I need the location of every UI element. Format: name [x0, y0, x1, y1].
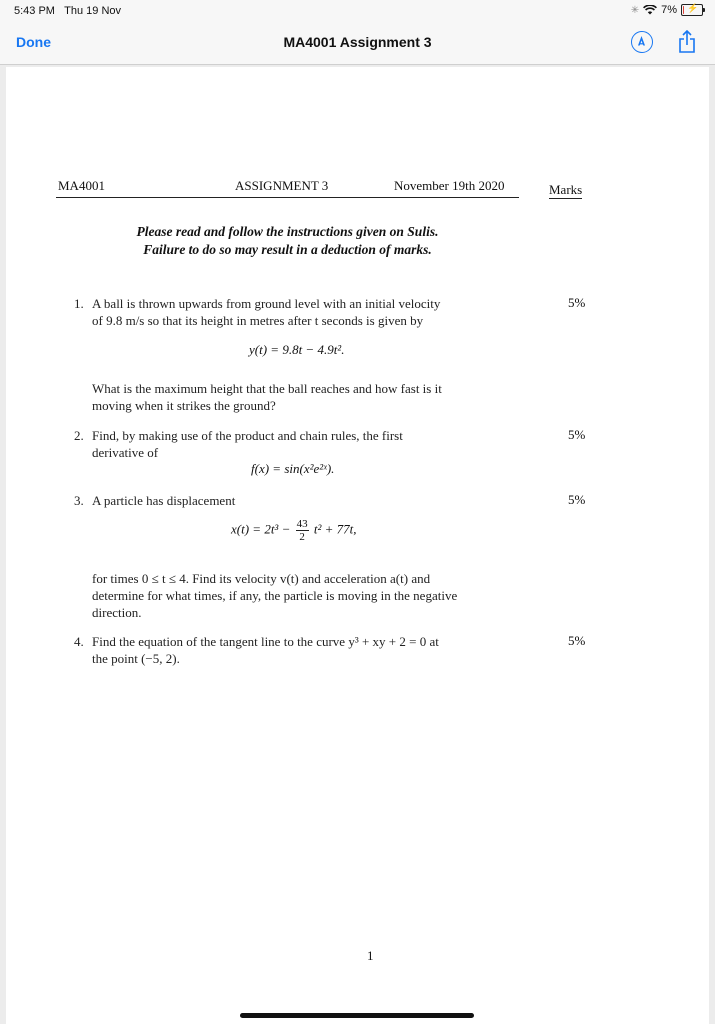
question-mark: 5%: [568, 492, 586, 507]
battery-percent: 7%: [661, 4, 677, 16]
question-text: derivative of: [92, 445, 159, 460]
navigation-bar: [0, 22, 715, 65]
question-mark: 5%: [568, 633, 586, 648]
question-number: 2.: [74, 428, 84, 443]
question-mark: 5%: [568, 427, 586, 442]
done-button[interactable]: Done: [16, 34, 51, 50]
status-bar: [0, 0, 715, 22]
question-text: for times 0 ≤ t ≤ 4. Find its velocity v(t) and acceleration a(t) and: [92, 571, 431, 586]
instructions: [56, 223, 519, 259]
question-text: A particle has displacement: [92, 493, 236, 508]
fraction-numerator: 43: [296, 518, 308, 530]
share-icon[interactable]: [678, 30, 696, 54]
equation: [231, 518, 357, 543]
question-text: Find the equation of the tangent line to the curve y³ + xy + 2 = 0 at: [92, 634, 439, 649]
question-text: of 9.8 m/s so that its height in metres after t seconds is given by: [92, 313, 424, 328]
question-number: 1.: [74, 296, 84, 311]
header-rule: [56, 197, 519, 198]
equation-right: t² + 77t,: [313, 521, 357, 537]
question-text: direction.: [92, 605, 142, 620]
question-mark: 5%: [568, 295, 586, 310]
fraction-denominator: 2: [299, 531, 305, 543]
instruction-line: Please read and follow the instructions given on Sulis.: [136, 224, 439, 239]
instruction-line: Failure to do so may result in a deduction of marks.: [143, 242, 432, 257]
wifi-icon: [643, 5, 657, 15]
assignment-label: ASSIGNMENT 3: [235, 178, 329, 193]
question-text: the point (−5, 2).: [92, 651, 180, 666]
assignment-date: November 19th 2020: [394, 178, 505, 193]
question-number: 4.: [74, 634, 84, 649]
question-text: Find, by making use of the product and chain rules, the first: [92, 428, 403, 443]
question-text: A ball is thrown upwards from ground level with an initial velocity: [92, 296, 441, 311]
course-code: MA4001: [58, 178, 105, 193]
document-page[interactable]: [6, 67, 709, 1024]
equation: y(t) = 9.8t − 4.9t².: [249, 342, 345, 357]
home-indicator[interactable]: [240, 1013, 474, 1018]
page-number: 1: [367, 948, 374, 963]
status-time: 5:43 PM Thu 19 Nov: [14, 5, 122, 17]
question-text: moving when it strikes the ground?: [92, 398, 276, 413]
question-text: determine for what times, if any, the particle is moving in the negative: [92, 588, 458, 603]
question-text: What is the maximum height that the ball reaches and how fast is it: [92, 381, 442, 396]
equation-left: x(t) = 2t³ −: [231, 521, 291, 537]
status-indicators: [631, 4, 703, 16]
battery-icon: ⚡: [681, 4, 703, 16]
activity-icon: ✳: [630, 4, 640, 16]
markup-icon[interactable]: [631, 31, 653, 53]
question-number: 3.: [74, 493, 84, 508]
marks-heading: Marks: [549, 182, 583, 197]
document-title: MA4001 Assignment 3: [283, 34, 432, 50]
fraction: [296, 518, 309, 543]
equation: f(x) = sin(x²e²ˣ).: [251, 461, 335, 476]
